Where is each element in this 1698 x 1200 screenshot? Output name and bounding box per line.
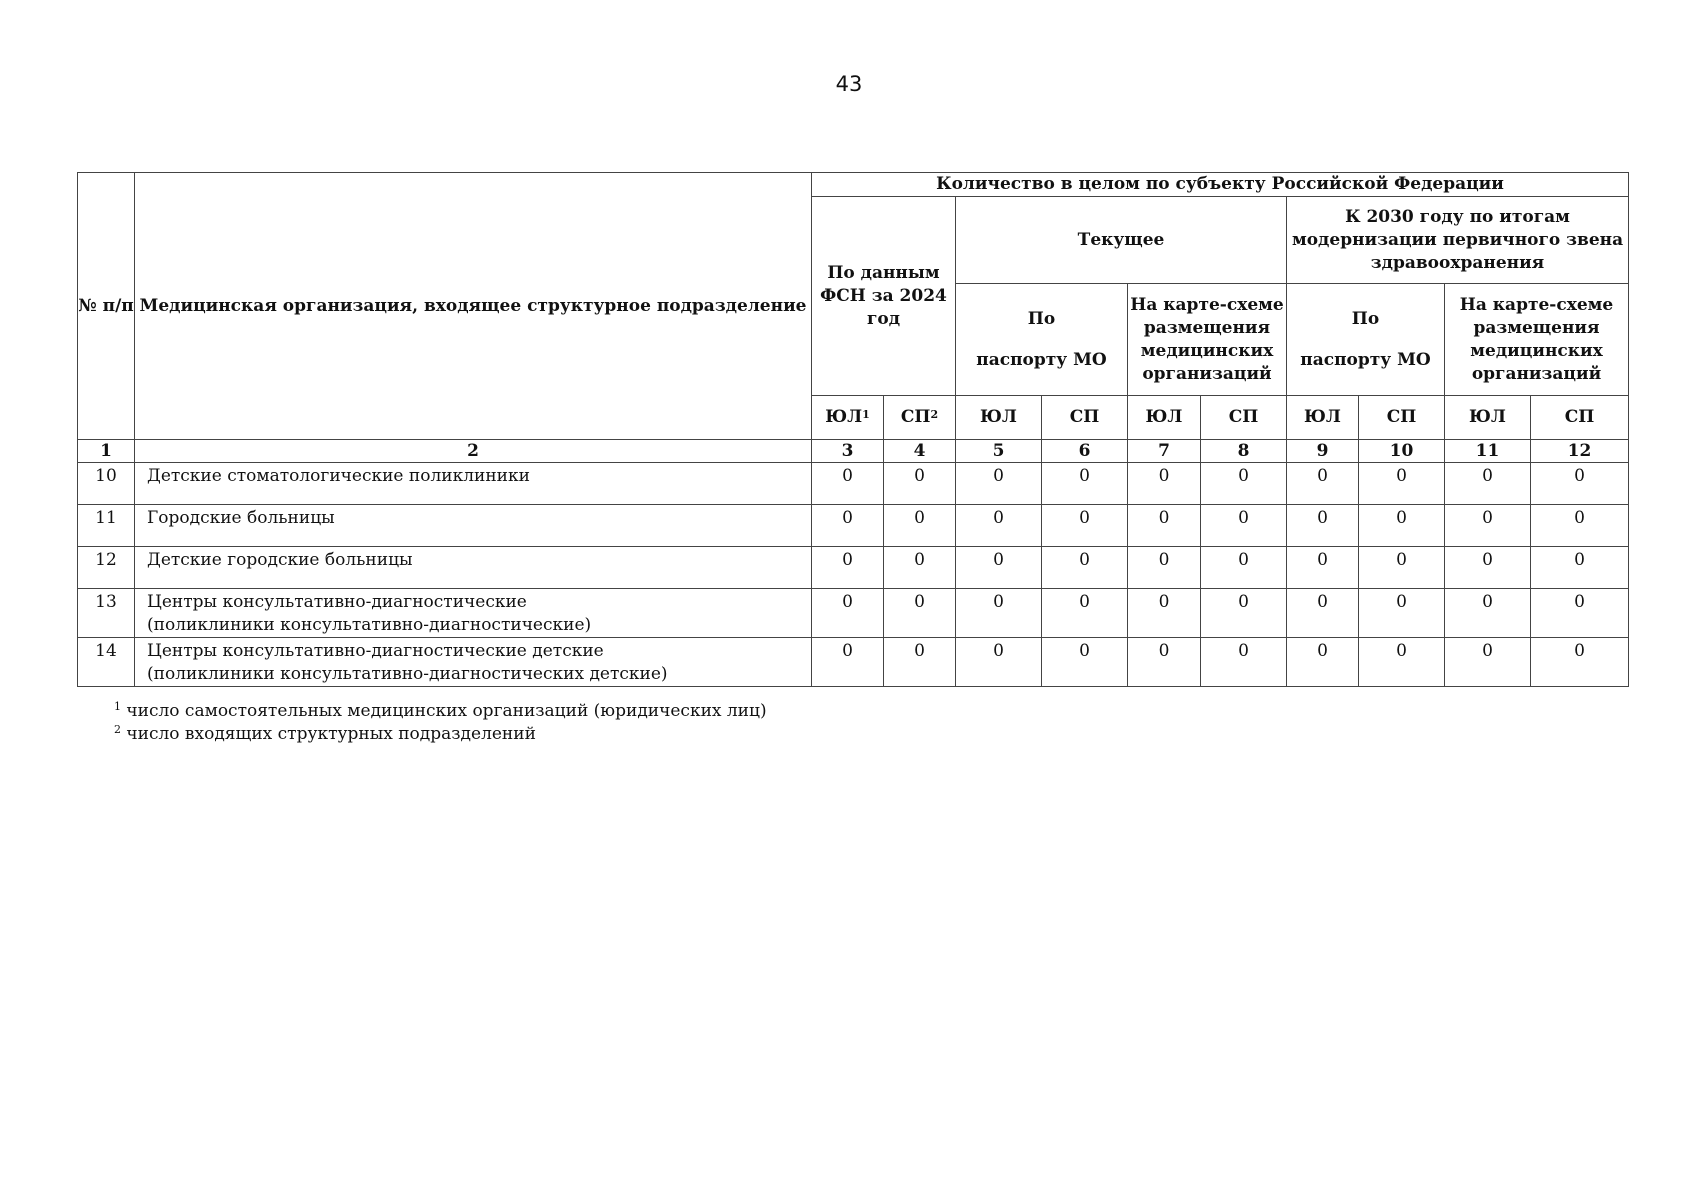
org-name: Центры консультативно-диагностические детские (поликлиники консультативно-диагностических детские)	[135, 638, 812, 687]
value-cell: 0	[1287, 638, 1359, 687]
value-cell: 0	[884, 547, 956, 589]
value-cell: 0	[1531, 505, 1629, 547]
footnote-text: число самостоятельных медицинских организаций (юридических лиц)	[126, 701, 767, 721]
value-cell: 0	[1287, 463, 1359, 505]
value-cell: 0	[1287, 547, 1359, 589]
value-cell: 0	[1201, 505, 1287, 547]
org-name: Центры консультативно-диагностические (поликлиники консультативно-диагностические)	[135, 589, 812, 638]
value-cell: 0	[1445, 463, 1531, 505]
header-current-map: На карте-схеме размещения медицинских организаций	[1128, 284, 1287, 396]
value-cell: 0	[1359, 638, 1445, 687]
passport-gap	[1287, 331, 1444, 349]
value-cell: 0	[1287, 589, 1359, 638]
table-row	[78, 638, 1629, 687]
value-cell: 0	[1128, 547, 1201, 589]
footnote-mark: 2	[930, 408, 939, 421]
row-number: 10	[78, 463, 135, 505]
unit-sp: СП	[1201, 396, 1287, 440]
header-target-map: На карте-схеме размещения медицинских организаций	[1445, 284, 1629, 396]
value-cell: 0	[812, 505, 884, 547]
header-target: К 2030 году по итогам модернизации первичного звена здравоохранения	[1287, 197, 1629, 284]
column-number: 5	[956, 440, 1042, 463]
value-cell: 0	[1042, 638, 1128, 687]
footnote-2	[114, 723, 536, 745]
table-row	[78, 547, 1629, 589]
table-row	[78, 463, 1629, 505]
column-number: 6	[1042, 440, 1128, 463]
header-target-passport	[1287, 284, 1445, 396]
unit-sp: $СП^2$	[884, 396, 956, 440]
value-cell: 0	[812, 638, 884, 687]
value-cell: 0	[1128, 638, 1201, 687]
value-cell: 0	[1359, 463, 1445, 505]
column-number: 4	[884, 440, 956, 463]
value-cell: 0	[1287, 505, 1359, 547]
value-cell: 0	[1128, 463, 1201, 505]
value-cell: 0	[956, 505, 1042, 547]
passport-gap	[956, 331, 1127, 349]
unit-sp: СП	[1531, 396, 1629, 440]
value-cell: 0	[812, 463, 884, 505]
value-cell: 0	[1531, 547, 1629, 589]
value-cell: 0	[1042, 547, 1128, 589]
value-cell: 0	[884, 505, 956, 547]
column-number: 9	[1287, 440, 1359, 463]
unit-ul: $ЮЛ^1$	[812, 396, 884, 440]
value-cell: 0	[1042, 589, 1128, 638]
unit-ul: ЮЛ	[1128, 396, 1201, 440]
page-number: 43	[835, 72, 863, 96]
unit-sp: СП	[1359, 396, 1445, 440]
table-row	[78, 505, 1629, 547]
footnote-mark: 1	[114, 700, 121, 713]
value-cell: 0	[812, 547, 884, 589]
organizations-table	[77, 172, 1629, 687]
unit-ul: ЮЛ	[1445, 396, 1531, 440]
value-cell: 0	[1445, 547, 1531, 589]
value-cell: 0	[1445, 505, 1531, 547]
org-name: Городские больницы	[135, 505, 812, 547]
column-number: 11	[1445, 440, 1531, 463]
table-body	[78, 463, 1629, 687]
column-number: 10	[1359, 440, 1445, 463]
value-cell: 0	[884, 589, 956, 638]
value-cell: 0	[884, 463, 956, 505]
passport-bottom-text: паспорту МО	[976, 349, 1107, 370]
row-number: 14	[78, 638, 135, 687]
value-cell: 0	[956, 589, 1042, 638]
header-group: Количество в целом по субъекту Российской Федерации	[812, 173, 1629, 197]
value-cell: 0	[1201, 463, 1287, 505]
value-cell: 0	[1359, 589, 1445, 638]
table-row	[78, 589, 1629, 638]
column-number: 2	[135, 440, 812, 463]
value-cell: 0	[1201, 638, 1287, 687]
header-num: № п/п	[78, 173, 135, 440]
table-header	[78, 173, 1629, 440]
value-cell: 0	[884, 638, 956, 687]
value-cell: 0	[956, 638, 1042, 687]
footnote-text: число входящих структурных подразделений	[126, 724, 536, 744]
value-cell: 0	[1445, 589, 1531, 638]
org-name: Детские стоматологические поликлиники	[135, 463, 812, 505]
unit-ul: ЮЛ	[956, 396, 1042, 440]
unit-sp: СП	[1042, 396, 1128, 440]
value-cell: 0	[1128, 589, 1201, 638]
column-number: 8	[1201, 440, 1287, 463]
value-cell: 0	[1042, 505, 1128, 547]
value-cell: 0	[956, 463, 1042, 505]
value-cell: 0	[1201, 547, 1287, 589]
passport-bottom-text: паспорту МО	[1300, 349, 1431, 370]
column-number: 12	[1531, 440, 1629, 463]
value-cell: 0	[1531, 463, 1629, 505]
column-number: 7	[1128, 440, 1201, 463]
footnote-mark: 1	[862, 408, 870, 421]
value-cell: 0	[1531, 638, 1629, 687]
column-number: 1	[78, 440, 135, 463]
value-cell: 0	[1359, 547, 1445, 589]
value-cell: 0	[956, 547, 1042, 589]
passport-top-text: По	[1027, 308, 1056, 329]
row-number: 11	[78, 505, 135, 547]
header-current-passport	[956, 284, 1128, 396]
unit-ul: ЮЛ	[1287, 396, 1359, 440]
value-cell: 0	[1531, 589, 1629, 638]
header-current: Текущее	[956, 197, 1287, 284]
header-fsn: По данным ФСН за 2024 год	[812, 197, 956, 396]
value-cell: 0	[1128, 505, 1201, 547]
row-number: 13	[78, 589, 135, 638]
footnote-mark: 2	[114, 723, 121, 736]
value-cell: 0	[812, 589, 884, 638]
value-cell: 0	[1201, 589, 1287, 638]
header-org: Медицинская организация, входящее структурное подразделение	[135, 173, 812, 440]
column-number: 3	[812, 440, 884, 463]
value-cell: 0	[1445, 638, 1531, 687]
org-name: Детские городские больницы	[135, 547, 812, 589]
value-cell: 0	[1042, 463, 1128, 505]
footnote-1	[114, 700, 767, 722]
column-numbers-row	[78, 440, 1629, 463]
row-number: 12	[78, 547, 135, 589]
passport-top-text: По	[1351, 308, 1380, 329]
value-cell: 0	[1359, 505, 1445, 547]
